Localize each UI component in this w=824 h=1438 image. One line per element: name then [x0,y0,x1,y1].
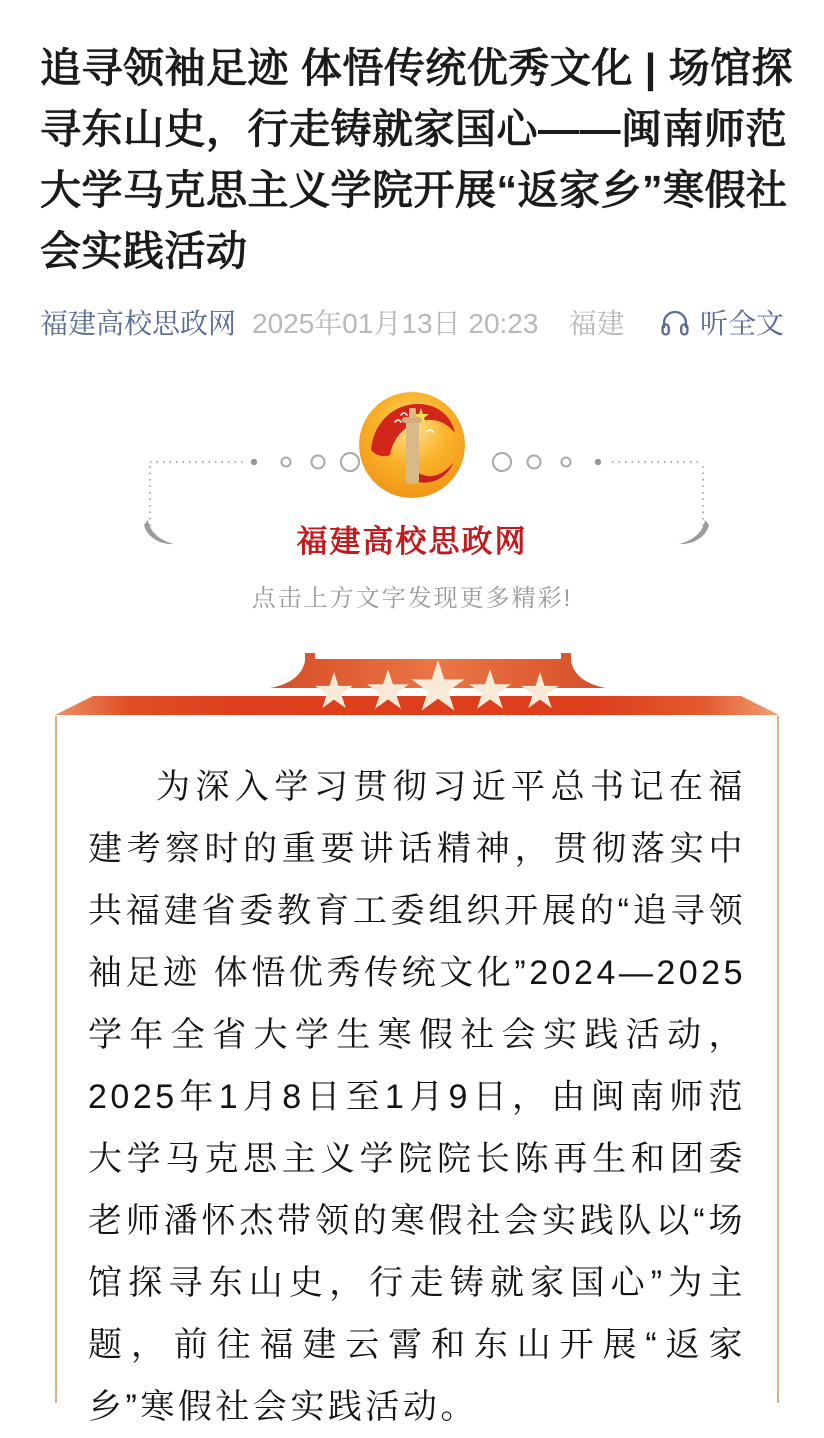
source-account-link[interactable]: 福建高校思政网 [40,308,237,339]
article-page [0,38,824,1432]
publish-location: 福建 [568,308,625,339]
article-meta [40,302,784,342]
title-line-4: 会实践活动 [40,228,248,274]
account-logo[interactable] [359,392,465,498]
title-line-2: 寻东山史，行走铸就家国心——闽南师范 [40,106,787,152]
body-paragraph: 为深入学习贯彻习近平总书记在福建考察时的重要讲话精神，贯彻落实中共福建省委教育工委组织开展的“追寻领袖足迹 体悟优秀传统文化”2024—2025学年全省大学生寒假社会实践活动，2025年1月8日至1月9日，由闽南师范大学马克思主义学院院长陈再生和团委老师潘怀杰带领的寒假社会实践队以“场馆探寻东山史，行走铸就家国心”为主题，前往福建云霄和东山开展“返家乡”寒假社会实践活动。 [88,768,746,1426]
article-body-frame [55,716,779,1426]
promo-tagline: 点击上方文字发现更多精彩! [251,585,573,612]
listen-label: 听全文 [699,308,784,339]
title-line-1: 追寻领袖足迹 体悟传统优秀文化 | 场馆探 [40,45,794,91]
title-line-3: 大学马克思主义学院开展“返家乡”寒假社 [40,167,788,213]
listen-full-text-button[interactable] [659,302,784,342]
publish-date: 2025年01月13日 20:23 [252,308,539,339]
flag-and-tower-badge-icon [359,392,465,498]
account-name[interactable]: 福建高校思政网 [296,524,528,559]
article-title [40,38,794,282]
decorative-banner [0,640,824,716]
headphones-icon [659,306,691,338]
gate-roof-stars-icon [0,640,824,716]
account-promo [0,378,824,610]
